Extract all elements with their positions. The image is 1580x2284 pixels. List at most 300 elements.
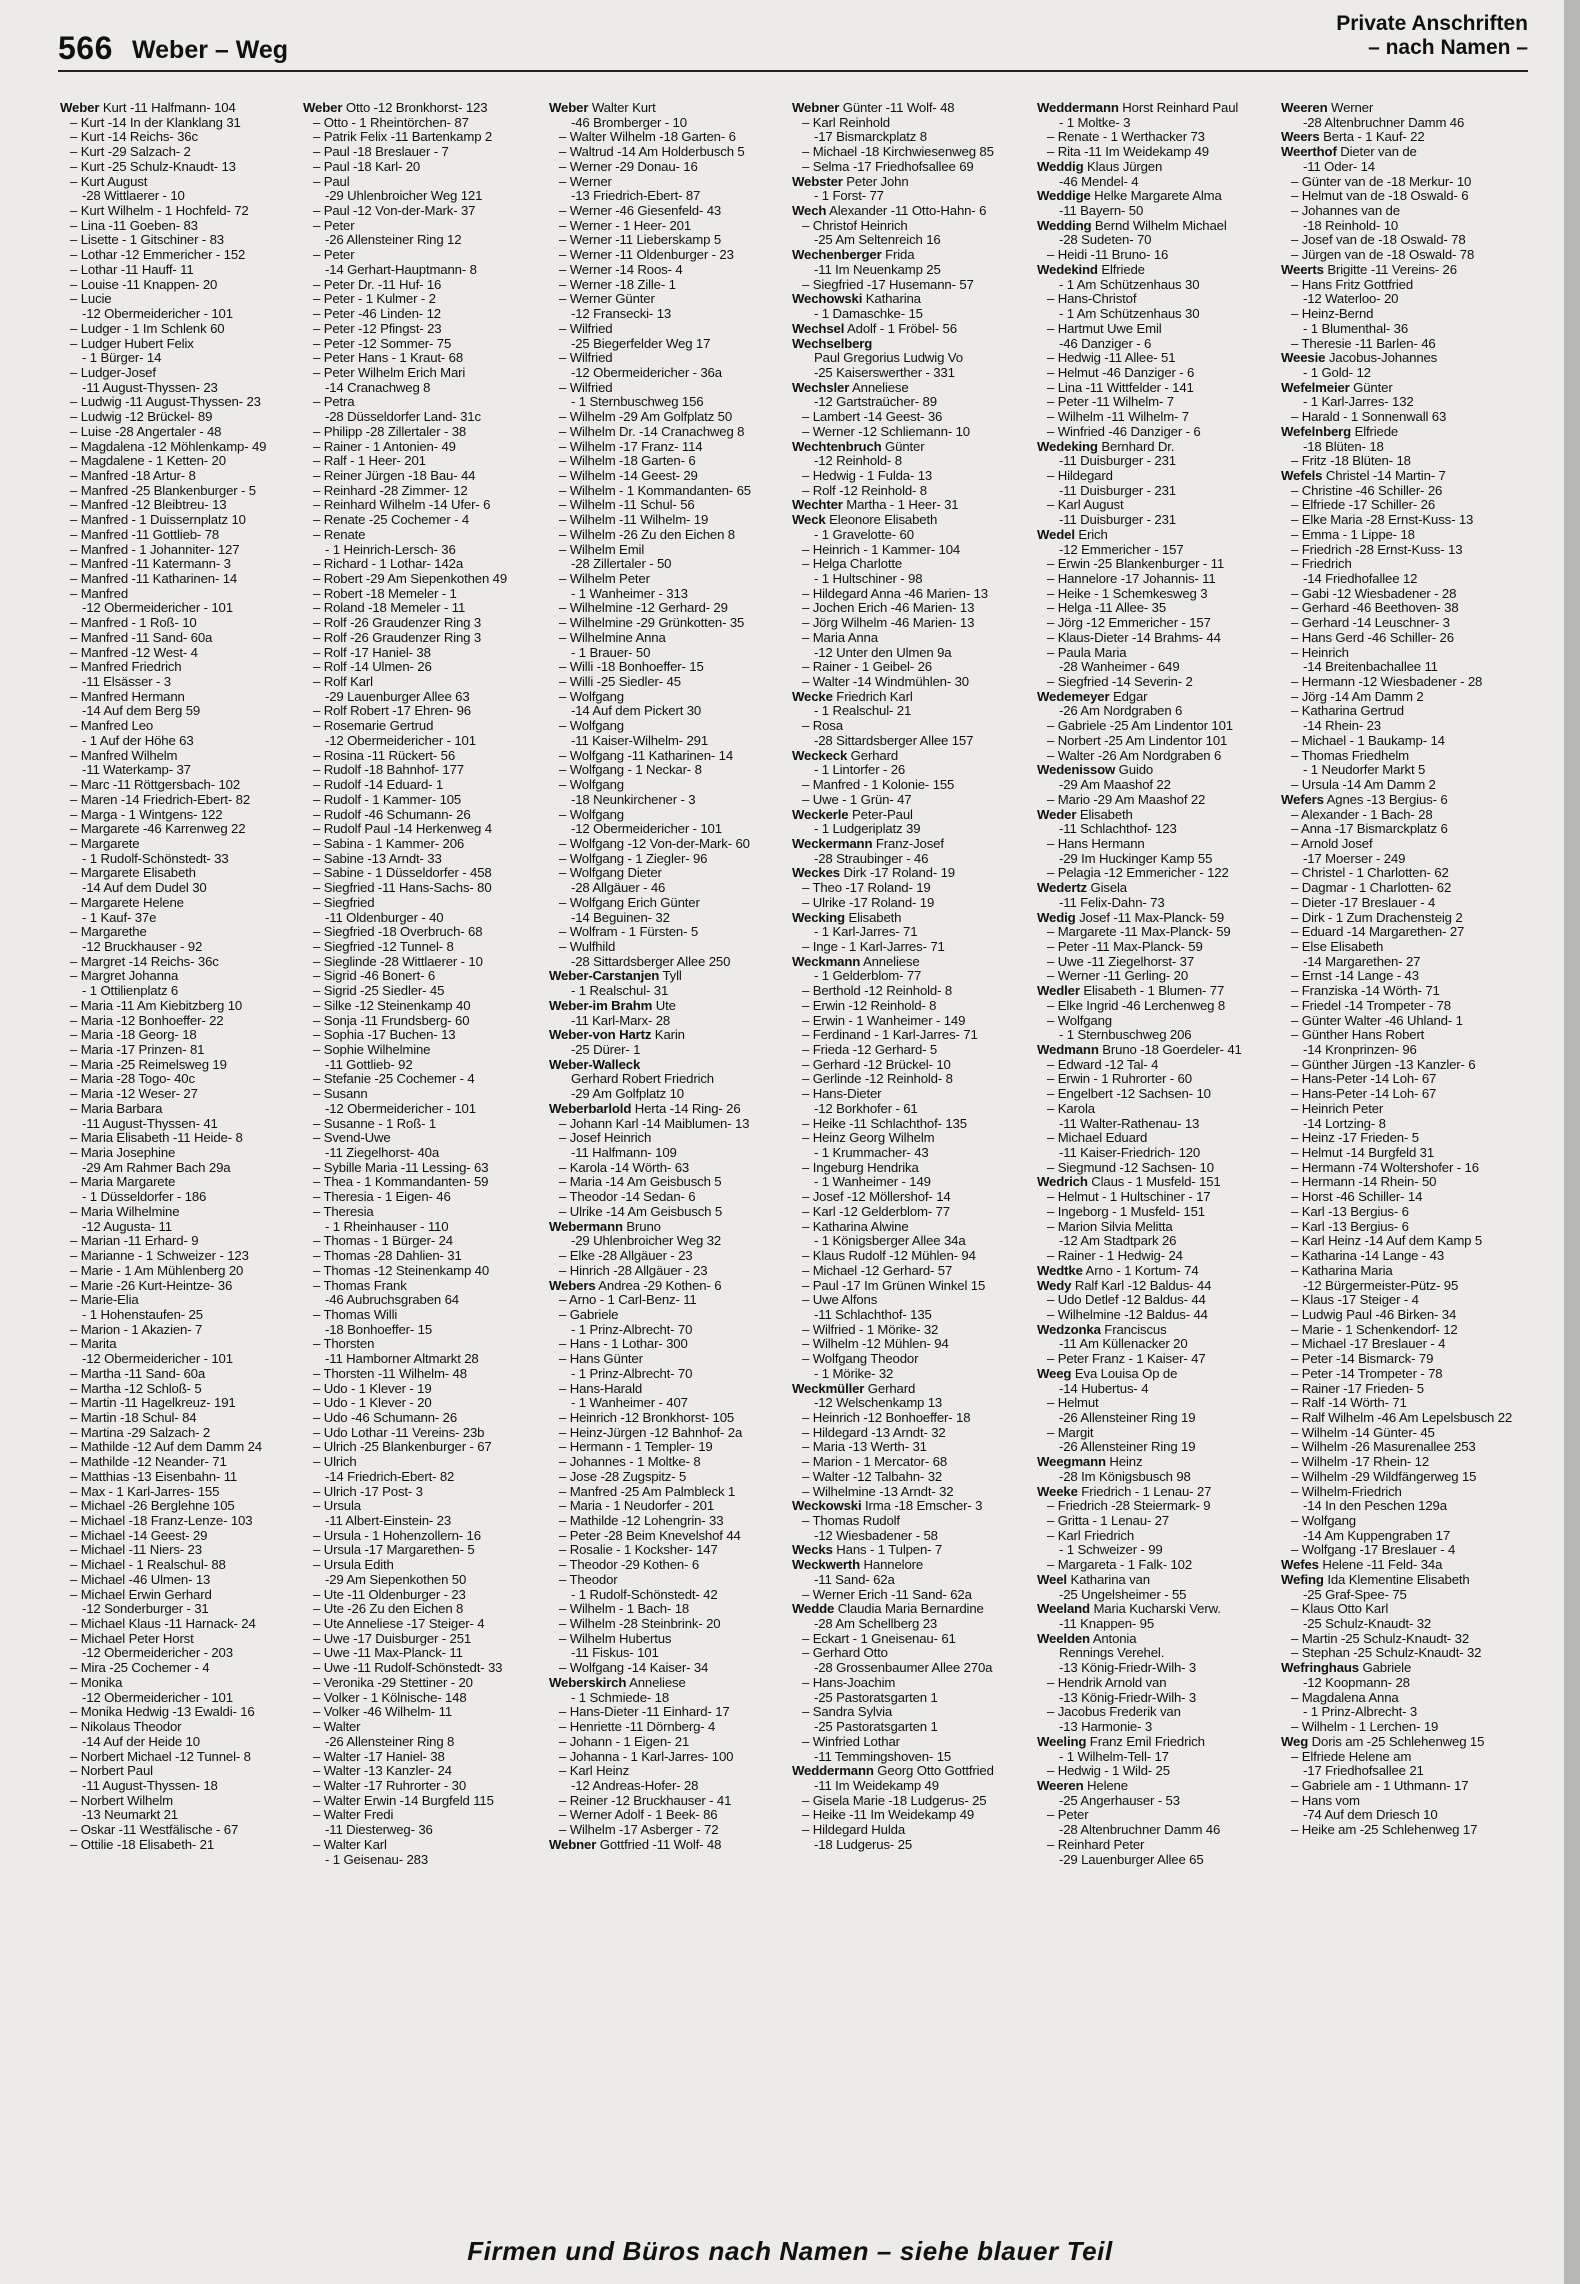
directory-entry: – Rolf -26 Graudenzer Ring 3 bbox=[313, 615, 482, 631]
surname-heading: Weerthof bbox=[1281, 144, 1337, 160]
directory-entry: -12 Wiesbadener - 58 bbox=[814, 1527, 938, 1543]
directory-entry: – Helga Charlotte bbox=[802, 556, 903, 572]
directory-entry: – Klaus Rudolf -12 Mühlen- 94 bbox=[802, 1248, 976, 1264]
directory-entry: -13 Harmonie- 3 bbox=[1059, 1719, 1153, 1735]
surname-heading: Weckes bbox=[792, 865, 840, 881]
directory-entry: Weber Kurt -11 Halfmann- 104 bbox=[60, 101, 236, 115]
directory-entry: – Werner Günter bbox=[559, 291, 655, 307]
directory-entry: – Sigrid -46 Bonert- 6 bbox=[313, 968, 436, 984]
directory-entry: – Klaus-Dieter -14 Brahms- 44 bbox=[1047, 629, 1221, 645]
directory-entry: -12 Bürgermeister-Pütz- 95 bbox=[1303, 1277, 1459, 1293]
directory-entry: – Paula Maria bbox=[1047, 644, 1127, 660]
directory-entry: – Wilhelm -17 Asberger - 72 bbox=[559, 1822, 719, 1838]
directory-entry: – Maria -13 Werth- 31 bbox=[802, 1439, 927, 1455]
surname-heading: Weck bbox=[792, 512, 826, 528]
directory-entry: – Rolf Robert -17 Ehren- 96 bbox=[313, 703, 471, 719]
directory-entry: – Michael -46 Ulmen- 13 bbox=[70, 1571, 211, 1587]
directory-entry: – Margret Johanna bbox=[70, 968, 179, 984]
directory-entry: – Thomas Willi bbox=[313, 1306, 398, 1322]
directory-entry: – Erwin - 1 Wanheimer - 149 bbox=[802, 1012, 966, 1028]
directory-entry: – Wolfgang - 1 Ziegler- 96 bbox=[559, 850, 708, 866]
surname-heading: Weeg bbox=[1037, 1365, 1072, 1381]
directory-entry: – Wilhelm -17 Rhein- 12 bbox=[1291, 1454, 1430, 1470]
directory-entry: -11 Karl-Marx- 28 bbox=[571, 1012, 671, 1028]
directory-entry: – Wolfgang -11 Katharinen- 14 bbox=[559, 747, 734, 763]
directory-entry: – Otto - 1 Rheintörchen- 87 bbox=[313, 114, 469, 130]
directory-entry: – Wilhelm Peter bbox=[559, 571, 650, 586]
directory-entry: Weeland Maria Kucharski Verw. bbox=[1037, 1601, 1221, 1617]
directory-entry: -28 Altenbruchner Damm 46 bbox=[1303, 114, 1465, 130]
directory-entry: – Wilfried bbox=[559, 350, 613, 366]
directory-entry: -12 Obermeidericher - 101 bbox=[82, 1689, 233, 1705]
directory-entry: – Rosalie - 1 Kocksher- 147 bbox=[559, 1542, 718, 1558]
directory-entry: – Gerlinde -12 Reinhold- 8 bbox=[802, 1071, 953, 1087]
surname-heading: Weckmüller bbox=[792, 1380, 865, 1396]
directory-entry: -11 August-Thyssen- 18 bbox=[82, 1777, 218, 1793]
directory-entry: -28 Wanheimer - 649 bbox=[1059, 659, 1180, 675]
directory-entry: -12 Obermeidericher - 101 bbox=[325, 732, 476, 748]
directory-entry: – Siegfried -18 Overbruch- 68 bbox=[313, 924, 483, 940]
surname-heading: Weegmann bbox=[1037, 1454, 1106, 1470]
directory-entry: – Elke Maria -28 Ernst-Kuss- 13 bbox=[1291, 512, 1474, 528]
directory-entry: – Mathilde -12 Neander- 71 bbox=[70, 1454, 227, 1470]
directory-entry: – Kurt August bbox=[70, 173, 148, 189]
directory-entry: – Erwin -12 Reinhold- 8 bbox=[802, 997, 937, 1013]
directory-entry: – Michael Peter Horst bbox=[70, 1630, 194, 1646]
directory-entry: – Wilhelm -26 Masurenallee 253 bbox=[1291, 1439, 1476, 1455]
directory-entry: – Erwin - 1 Ruhrorter - 60 bbox=[1047, 1071, 1192, 1087]
directory-entry: Weber-im Brahm Ute bbox=[549, 997, 676, 1013]
directory-entry: Weerthof Dieter van de bbox=[1281, 144, 1417, 160]
directory-entry: – Hans Gerd -46 Schiller- 26 bbox=[1291, 629, 1454, 645]
directory-entry: – Martina -29 Salzach- 2 bbox=[70, 1424, 211, 1440]
directory-entry: – Norbert Michael -12 Tunnel- 8 bbox=[70, 1748, 251, 1764]
directory-entry: - 1 Wanheimer - 313 bbox=[571, 585, 688, 601]
directory-entry: – Sophia -17 Buchen- 13 bbox=[313, 1027, 456, 1043]
surname-heading: Weckwerth bbox=[792, 1557, 861, 1573]
directory-entry: – Kurt -25 Schulz-Knaudt- 13 bbox=[70, 158, 236, 174]
directory-entry: - 1 Gold- 12 bbox=[1303, 364, 1371, 380]
directory-entry: – Marc -11 Röttgersbach- 102 bbox=[70, 777, 241, 793]
directory-entry: - 1 Hultschiner - 98 bbox=[814, 571, 923, 586]
directory-entry: – Josef -12 Möllershof- 14 bbox=[802, 1189, 951, 1205]
directory-entry: – Michael -11 Niers- 23 bbox=[70, 1542, 202, 1558]
directory-entry: – Hermann -14 Rhein- 50 bbox=[1291, 1174, 1437, 1190]
directory-entry: – Paul -17 Im Grünen Winkel 15 bbox=[802, 1277, 986, 1293]
directory-entry: - 1 Gelderblom- 77 bbox=[814, 968, 922, 984]
directory-entry: – Henriette -11 Dörnberg- 4 bbox=[559, 1719, 716, 1735]
directory-entry: - 1 Brauer- 50 bbox=[571, 644, 651, 660]
directory-entry: – Walter Fredi bbox=[313, 1807, 394, 1823]
directory-entry: – Siegfried -14 Severin- 2 bbox=[1047, 674, 1193, 690]
directory-entry: – Wilfried bbox=[559, 320, 613, 336]
directory-entry: -46 Danziger - 6 bbox=[1059, 335, 1152, 351]
directory-entry: -11 Albert-Einstein- 23 bbox=[325, 1513, 452, 1528]
directory-entry: -11 Waterkamp- 37 bbox=[82, 762, 191, 778]
directory-entry: -11 Diesterweg- 36 bbox=[325, 1822, 433, 1838]
directory-entry: Wefelmeier Günter bbox=[1281, 379, 1393, 395]
directory-entry: -11 Duisburger - 231 bbox=[1059, 482, 1176, 498]
directory-entry: – Wilfried bbox=[559, 379, 613, 395]
directory-entry: -11 August-Thyssen- 41 bbox=[82, 1115, 218, 1131]
directory-entry: – Manfred -18 Artur- 8 bbox=[70, 467, 196, 483]
directory-entry: – Hildegard Hulda bbox=[802, 1822, 906, 1838]
directory-entry: – Josef van de -18 Oswald- 78 bbox=[1291, 232, 1466, 248]
directory-entry: - 1 Damaschke- 15 bbox=[814, 306, 923, 322]
directory-entry: – Wilhelmine -12 Baldus- 44 bbox=[1047, 1306, 1208, 1322]
directory-entry: – Dieter -17 Breslauer - 4 bbox=[1291, 894, 1436, 910]
surname-heading: Wecking bbox=[792, 909, 845, 925]
directory-entry: – Maria -12 Bonhoeffer- 22 bbox=[70, 1012, 224, 1028]
directory-entry: - 1 Prinz-Albrecht- 3 bbox=[1303, 1704, 1418, 1720]
surname-heading: Wechsler bbox=[792, 379, 850, 395]
directory-entry: – Johann - 1 Eigen- 21 bbox=[559, 1733, 690, 1749]
directory-entry: – Gerhard -12 Brückel- 10 bbox=[802, 1056, 951, 1072]
directory-entry: – Ludwig Paul -46 Birken- 34 bbox=[1291, 1306, 1457, 1322]
directory-entry: – Silke -12 Steinenkamp 40 bbox=[313, 997, 471, 1013]
directory-entry: – Martha -12 Schloß- 5 bbox=[70, 1380, 202, 1396]
directory-entry: – Thea - 1 Kommandanten- 59 bbox=[313, 1174, 489, 1190]
directory-entry: – Stefanie -25 Cochemer - 4 bbox=[313, 1071, 475, 1087]
directory-entry: – Maria -25 Reimelsweg 19 bbox=[70, 1056, 227, 1072]
directory-entry: – Michael -18 Kirchwiesenweg 85 bbox=[802, 144, 994, 160]
directory-entry: – Wolfgang bbox=[559, 806, 624, 822]
surname-heading: Wedding bbox=[1037, 217, 1092, 233]
directory-entry: – Alexander - 1 Bach- 28 bbox=[1291, 806, 1433, 822]
directory-entry: Wefers Agnes -13 Bergius- 6 bbox=[1281, 791, 1448, 807]
directory-entry: Wefelnberg Elfriede bbox=[1281, 423, 1399, 439]
directory-entry: – Elfriede -17 Schiller- 26 bbox=[1291, 497, 1436, 513]
directory-entry: – Lambert -14 Geest- 36 bbox=[802, 409, 943, 425]
directory-entry: – Veronika -29 Stettiner - 20 bbox=[313, 1674, 473, 1690]
surname-heading: Weg bbox=[1281, 1733, 1309, 1749]
directory-entry: – Gerhard Otto bbox=[802, 1645, 888, 1661]
directory-entry: – Luise -28 Angertaler - 48 bbox=[70, 423, 222, 439]
directory-entry: – Udo - 1 Klever - 20 bbox=[313, 1395, 432, 1411]
directory-entry: -11 Hamborner Altmarkt 28 bbox=[325, 1351, 479, 1367]
directory-entry: – Marion Silvia Melitta bbox=[1047, 1218, 1173, 1234]
surname-heading: Webner bbox=[792, 101, 840, 115]
directory-entry: -11 Knappen- 95 bbox=[1059, 1616, 1155, 1632]
directory-entry: – Uwe - 1 Grün- 47 bbox=[802, 791, 912, 807]
directory-entry: -12 Unter den Ulmen 9a bbox=[814, 644, 952, 660]
directory-entry: – Kurt Wilhelm - 1 Hochfeld- 72 bbox=[70, 203, 249, 219]
directory-entry: – Wilhelm -26 Zu den Eichen 8 bbox=[559, 526, 735, 542]
directory-entry: – Hinrich -28 Allgäuer - 23 bbox=[559, 1262, 708, 1278]
directory-entry: – Marie - 1 Schenkendorf- 12 bbox=[1291, 1321, 1458, 1337]
directory-entry: – Lothar -12 Emmericher - 152 bbox=[70, 247, 246, 263]
directory-entry: – Wilhelm -11 Schul- 56 bbox=[559, 497, 695, 513]
surname-heading: Weberskirch bbox=[549, 1674, 627, 1690]
directory-entry: – Ursula -14 Am Damm 2 bbox=[1291, 777, 1436, 793]
directory-entry: – Lothar -11 Hauff- 11 bbox=[70, 261, 194, 277]
directory-entry: – Marianne - 1 Schweizer - 123 bbox=[70, 1248, 249, 1264]
directory-entry: - 1 Bürger- 14 bbox=[82, 350, 162, 366]
directory-entry: – Karl -13 Bergius- 6 bbox=[1291, 1218, 1409, 1234]
directory-entry: – Manfred -11 Gottlieb- 78 bbox=[70, 526, 220, 542]
directory-entry: – Michael -26 Berglehne 105 bbox=[70, 1498, 235, 1514]
directory-entry: – Karl -13 Bergius- 6 bbox=[1291, 1203, 1409, 1219]
surname-heading: Weddermann bbox=[1037, 101, 1119, 115]
directory-entry: – Gabriele am - 1 Uthmann- 17 bbox=[1291, 1777, 1469, 1793]
directory-entry: – Friedel -14 Trompeter - 78 bbox=[1291, 997, 1451, 1013]
directory-entry: – Marie -26 Kurt-Heintze- 36 bbox=[70, 1277, 233, 1293]
directory-entry: – Ursula - 1 Hohenzollern- 16 bbox=[313, 1527, 481, 1543]
directory-entry: – Michael - 1 Realschul- 88 bbox=[70, 1557, 226, 1573]
surname-heading: Weber-Walleck bbox=[549, 1056, 641, 1072]
directory-entry: – Anna -17 Bismarckplatz 6 bbox=[1291, 821, 1448, 837]
directory-entry: – Ulrich -17 Post- 3 bbox=[313, 1483, 423, 1499]
directory-entry: – Hans Hermann bbox=[1047, 835, 1145, 851]
directory-entry: - 1 Sternbuschweg 206 bbox=[1059, 1027, 1192, 1043]
directory-entry: – Gabriele bbox=[559, 1306, 619, 1322]
directory-entry: Weckeck Gerhard bbox=[792, 747, 899, 763]
directory-entry: – Jürgen van de -18 Oswald- 78 bbox=[1291, 247, 1475, 263]
directory-entry: – Theo -17 Roland- 19 bbox=[802, 880, 931, 896]
directory-entry: -11 Im Weidekamp 49 bbox=[814, 1777, 939, 1793]
directory-entry: Webers Andrea -29 Kothen- 6 bbox=[549, 1277, 722, 1293]
directory-entry: -46 Bromberger - 10 bbox=[571, 114, 687, 130]
directory-entry: – Wolfgang Dieter bbox=[559, 865, 662, 881]
directory-entry: – Werner -11 Oldenburger - 23 bbox=[559, 247, 734, 263]
directory-entry: Weberbarlold Herta -14 Ring- 26 bbox=[549, 1100, 741, 1116]
directory-entry: – Erwin -25 Blankenburger - 11 bbox=[1047, 556, 1225, 572]
directory-entry: Weckerle Peter-Paul bbox=[792, 806, 913, 822]
directory-entry: – Peter bbox=[313, 217, 355, 233]
directory-entry: Weckmann Anneliese bbox=[792, 953, 920, 969]
directory-entry: - 1 Rheinhauser - 110 bbox=[325, 1218, 449, 1234]
directory-entry: -13 König-Friedr-Wilh- 3 bbox=[1059, 1689, 1197, 1705]
directory-entry: – Wolfgang bbox=[1047, 1012, 1112, 1028]
directory-entry: – Rosemarie Gertrud bbox=[313, 718, 434, 734]
directory-entry: Wechsel Adolf - 1 Fröbel- 56 bbox=[792, 320, 957, 336]
directory-entry: – Peter -12 Sommer- 75 bbox=[313, 335, 452, 351]
surname-heading: Wefes bbox=[1281, 1557, 1319, 1573]
directory-entry: Wechowski Katharina bbox=[792, 291, 921, 307]
directory-entry: – Sabina - 1 Kammer- 206 bbox=[313, 835, 465, 851]
directory-entry: -28 Wittlaerer - 10 bbox=[82, 188, 185, 204]
directory-entry: – Katharina Alwine bbox=[802, 1218, 909, 1234]
surname-heading: Wecke bbox=[792, 688, 833, 704]
surname-heading: Wedig bbox=[1037, 909, 1076, 925]
directory-entry: – Gabi -12 Wiesbadener - 28 bbox=[1291, 585, 1457, 601]
directory-entry: – Udo -46 Schumann- 26 bbox=[313, 1409, 458, 1425]
directory-entry: -28 Allgäuer - 46 bbox=[571, 880, 666, 896]
directory-entry: – Marie - 1 Am Mühlenberg 20 bbox=[70, 1262, 244, 1278]
directory-entry: -18 Bonhoeffer- 15 bbox=[325, 1321, 433, 1337]
directory-entry: – Edward -12 Tal- 4 bbox=[1047, 1056, 1159, 1072]
directory-entry: -12 Borkhofer - 61 bbox=[814, 1100, 918, 1116]
directory-entry: – Manfred -25 Blankenburger - 5 bbox=[70, 482, 256, 498]
directory-entry: -18 Reinhold- 10 bbox=[1303, 217, 1399, 233]
directory-entry: -14 Beguinen- 32 bbox=[571, 909, 670, 925]
directory-entry: - 1 Schmiede- 18 bbox=[571, 1689, 670, 1705]
directory-entry: Webner Günter -11 Wolf- 48 bbox=[792, 101, 955, 115]
directory-entry: – Günther Hans Robert bbox=[1291, 1027, 1425, 1043]
directory-entry: -46 Aubruchsgraben 64 bbox=[325, 1292, 459, 1308]
listing-column-4 bbox=[792, 101, 1028, 1853]
directory-entry: – Renate -25 Cochemer - 4 bbox=[313, 512, 470, 528]
directory-entry: -12 Andreas-Hofer- 28 bbox=[571, 1777, 699, 1793]
surname-heading: Weckeck bbox=[792, 747, 848, 763]
directory-entry: – Norbert Wilhelm bbox=[70, 1792, 173, 1808]
directory-entry: – Susanne - 1 Roß- 1 bbox=[313, 1115, 437, 1131]
directory-entry: Weber-Carstanjen Tyll bbox=[549, 968, 682, 984]
directory-entry: – Ferdinand - 1 Karl-Jarres- 71 bbox=[802, 1027, 978, 1043]
directory-entry: – Wolfgang bbox=[559, 718, 624, 734]
surname-heading: Wedeking bbox=[1037, 438, 1098, 454]
directory-entry: – Wilhelm - 1 Kommandanten- 65 bbox=[559, 482, 751, 498]
directory-entry: – Martha -11 Sand- 60a bbox=[70, 1365, 206, 1381]
directory-entry: – Michael -12 Gerhard- 57 bbox=[802, 1262, 953, 1278]
directory-entry: – Thomas Friedhelm bbox=[1291, 747, 1409, 763]
directory-entry: – Margarete -46 Karrenweg 22 bbox=[70, 821, 246, 837]
directory-entry: -28 Sittardsberger Allee 157 bbox=[814, 732, 974, 748]
directory-entry: – Wolfgang - 1 Neckar- 8 bbox=[559, 762, 702, 778]
directory-entry: - 1 Mörike- 32 bbox=[814, 1365, 894, 1381]
directory-entry: - 1 Sternbuschweg 156 bbox=[571, 394, 704, 410]
directory-entry: -29 Lauenburger Allee 63 bbox=[325, 688, 470, 704]
directory-entry: Weddermann Georg Otto Gottfried bbox=[792, 1763, 994, 1779]
directory-entry: – Jörg -12 Emmericher - 157 bbox=[1047, 615, 1211, 631]
directory-entry: – Rudolf - 1 Kammer- 105 bbox=[313, 791, 462, 807]
directory-entry: -12 Obermeidericher - 101 bbox=[325, 1100, 476, 1116]
directory-entry: – Michael -17 Breslauer - 4 bbox=[1291, 1336, 1446, 1352]
directory-entry: – Mira -25 Cochemer - 4 bbox=[70, 1660, 210, 1676]
directory-entry: -12 Am Stadtpark 26 bbox=[1059, 1233, 1177, 1249]
directory-entry: Weder Elisabeth bbox=[1037, 806, 1133, 822]
directory-entry: - 1 Prinz-Albrecht- 70 bbox=[571, 1365, 693, 1381]
directory-entry: -12 Sonderburger - 31 bbox=[82, 1601, 209, 1617]
surname-heading: Wechsel bbox=[792, 320, 845, 336]
surname-heading: Weeren bbox=[1281, 101, 1328, 115]
surname-heading: Wechselberg bbox=[792, 335, 873, 351]
directory-entry: Paul Gregorius Ludwig Vo bbox=[814, 350, 963, 366]
directory-entry: – Volker -46 Wilhelm- 11 bbox=[313, 1704, 453, 1720]
directory-entry: – Günther Jürgen -13 Kanzler- 6 bbox=[1291, 1056, 1476, 1072]
directory-entry: – Walter -26 Am Nordgraben 6 bbox=[1047, 747, 1222, 763]
directory-entry: -12 Obermeidericher - 101 bbox=[82, 600, 233, 616]
directory-entry: – Wilhelm - 1 Lerchen- 19 bbox=[1291, 1719, 1439, 1735]
directory-entry: – Heinrich - 1 Kammer- 104 bbox=[802, 541, 961, 557]
directory-entry: – Günter Walter -46 Uhland- 1 bbox=[1291, 1012, 1463, 1028]
directory-entry: – Renate - 1 Werthacker 73 bbox=[1047, 129, 1205, 145]
directory-entry: -11 Im Neuenkamp 25 bbox=[814, 261, 941, 277]
directory-entry: – Jörg -14 Am Damm 2 bbox=[1291, 688, 1424, 704]
directory-entry: – Ulrich bbox=[313, 1454, 357, 1470]
directory-entry: – Gerhard -14 Leuschner- 3 bbox=[1291, 615, 1450, 631]
directory-entry: Weeren Werner bbox=[1281, 101, 1374, 115]
directory-entry: – Michael -14 Geest- 29 bbox=[70, 1527, 208, 1543]
directory-entry: – Theresia bbox=[313, 1203, 374, 1219]
directory-entry: – Maria -17 Prinzen- 81 bbox=[70, 1042, 205, 1057]
directory-entry: – Rolf -26 Graudenzer Ring 3 bbox=[313, 629, 482, 645]
directory-entry: - 1 Schweizer - 99 bbox=[1059, 1542, 1163, 1558]
directory-entry: – Michael Klaus -11 Harnack- 24 bbox=[70, 1616, 256, 1632]
directory-entry: – Renate bbox=[313, 526, 366, 542]
directory-entry: – Friedrich bbox=[1291, 556, 1352, 572]
directory-entry: – Magdalena -12 Möhlenkamp- 49 bbox=[70, 438, 267, 454]
directory-entry: Wedemeyer Edgar bbox=[1037, 688, 1148, 704]
directory-entry: – Maria - 1 Neudorfer - 201 bbox=[559, 1498, 715, 1514]
directory-entry: -12 Obermeidericher - 203 bbox=[82, 1645, 233, 1661]
directory-entry: – Wilhelm -11 Wilhelm- 19 bbox=[559, 512, 709, 528]
directory-entry: – Peter bbox=[313, 247, 355, 263]
directory-entry: – Monika bbox=[70, 1674, 123, 1690]
directory-entry: – Manfred Friedrich bbox=[70, 659, 182, 675]
directory-entry: – Walter -12 Talbahn- 32 bbox=[802, 1468, 943, 1484]
directory-entry: -28 Altenbruchner Damm 46 bbox=[1059, 1822, 1221, 1838]
directory-entry: Wefringhaus Gabriele bbox=[1281, 1660, 1412, 1676]
directory-entry: – Martin -11 Hagelkreuz- 191 bbox=[70, 1395, 236, 1411]
directory-entry: -28 Sudeten- 70 bbox=[1059, 232, 1152, 248]
directory-entry: – Margareta - 1 Falk- 102 bbox=[1047, 1557, 1193, 1573]
directory-entry: – Wolfgang bbox=[559, 777, 624, 793]
directory-entry: – Margarete bbox=[70, 835, 140, 851]
directory-entry: – Friedrich -28 Steiermark- 9 bbox=[1047, 1498, 1211, 1514]
directory-entry: – Ottilie -18 Elisabeth- 21 bbox=[70, 1836, 215, 1852]
directory-entry: – Johannes - 1 Moltke- 8 bbox=[559, 1454, 701, 1470]
directory-entry: – Karola -14 Wörth- 63 bbox=[559, 1159, 690, 1175]
directory-entry: Wechsler Anneliese bbox=[792, 379, 909, 395]
directory-entry: – Margarete -11 Max-Planck- 59 bbox=[1047, 924, 1231, 940]
directory-entry: – Karl Friedrich bbox=[1047, 1527, 1135, 1543]
directory-entry: - 1 Karl-Jarres- 132 bbox=[1303, 394, 1414, 410]
directory-entry: – Kurt -29 Salzach- 2 bbox=[70, 144, 191, 160]
surname-heading: Weelden bbox=[1037, 1630, 1090, 1646]
directory-entry: -14 Kronprinzen- 96 bbox=[1303, 1042, 1417, 1057]
directory-entry: – Gisela Marie -18 Ludgerus- 25 bbox=[802, 1792, 987, 1808]
directory-entry: – Walter -14 Windmühlen- 30 bbox=[802, 674, 969, 690]
page-edge bbox=[1564, 0, 1580, 2284]
directory-entry: Weel Katharina van bbox=[1037, 1571, 1150, 1587]
directory-entry: – Willi -25 Siedler- 45 bbox=[559, 674, 681, 690]
directory-entry: – Helga -11 Allee- 35 bbox=[1047, 600, 1167, 616]
directory-entry: -12 Emmericher - 157 bbox=[1059, 541, 1184, 557]
directory-entry: – Udo - 1 Klever - 19 bbox=[313, 1380, 432, 1396]
directory-entry: – Winfried Lothar bbox=[802, 1733, 900, 1749]
directory-entry bbox=[792, 337, 1028, 352]
directory-entry: – Magdalena Anna bbox=[1291, 1689, 1399, 1705]
surname-heading: Weber bbox=[60, 101, 100, 115]
directory-entry: – Ralf -14 Wörth- 71 bbox=[1291, 1395, 1407, 1411]
directory-entry: Weers Berta - 1 Kauf- 22 bbox=[1281, 129, 1425, 145]
directory-entry: – Marie-Elia bbox=[70, 1292, 139, 1308]
directory-entry: Weeg Eva Louisa Op de bbox=[1037, 1365, 1178, 1381]
directory-entry: – Volker - 1 Kölnische- 148 bbox=[313, 1689, 467, 1705]
directory-entry: – Wulfhild bbox=[559, 938, 616, 954]
directory-entry: – Johanna - 1 Karl-Jarres- 100 bbox=[559, 1748, 734, 1764]
directory-entry: – Margret -14 Reichs- 36c bbox=[70, 953, 219, 969]
directory-entry: -11 Felix-Dahn- 73 bbox=[1059, 894, 1165, 910]
directory-entry: – Werner -46 Giesenfeld- 43 bbox=[559, 203, 722, 219]
directory-entry: -14 Breitenbachallee 11 bbox=[1303, 659, 1438, 675]
directory-entry: Weckmüller Gerhard bbox=[792, 1380, 916, 1396]
directory-entry: – Arno - 1 Carl-Benz- 11 bbox=[559, 1292, 697, 1308]
surname-heading: Weber-von Hartz bbox=[549, 1027, 652, 1043]
directory-entry: – Heike -11 Im Weidekamp 49 bbox=[802, 1807, 975, 1823]
directory-entry: – Christof Heinrich bbox=[802, 217, 908, 233]
directory-entry: - 1 Moltke- 3 bbox=[1059, 114, 1131, 130]
directory-entry: Weg Doris am -25 Schlehenweg 15 bbox=[1281, 1733, 1485, 1749]
directory-entry: - 1 Lintorfer - 26 bbox=[814, 762, 906, 778]
directory-entry: – Peter Dr. -11 Huf- 16 bbox=[313, 276, 442, 292]
directory-entry: -11 Walter-Rathenau- 13 bbox=[1059, 1115, 1200, 1131]
directory-entry: – Udo Detlef -12 Baldus- 44 bbox=[1047, 1292, 1206, 1308]
surname-heading: Weers bbox=[1281, 129, 1320, 145]
directory-entry: - 1 Rudolf-Schönstedt- 42 bbox=[571, 1586, 718, 1602]
directory-entry: – Michael - 1 Baukamp- 14 bbox=[1291, 732, 1445, 748]
